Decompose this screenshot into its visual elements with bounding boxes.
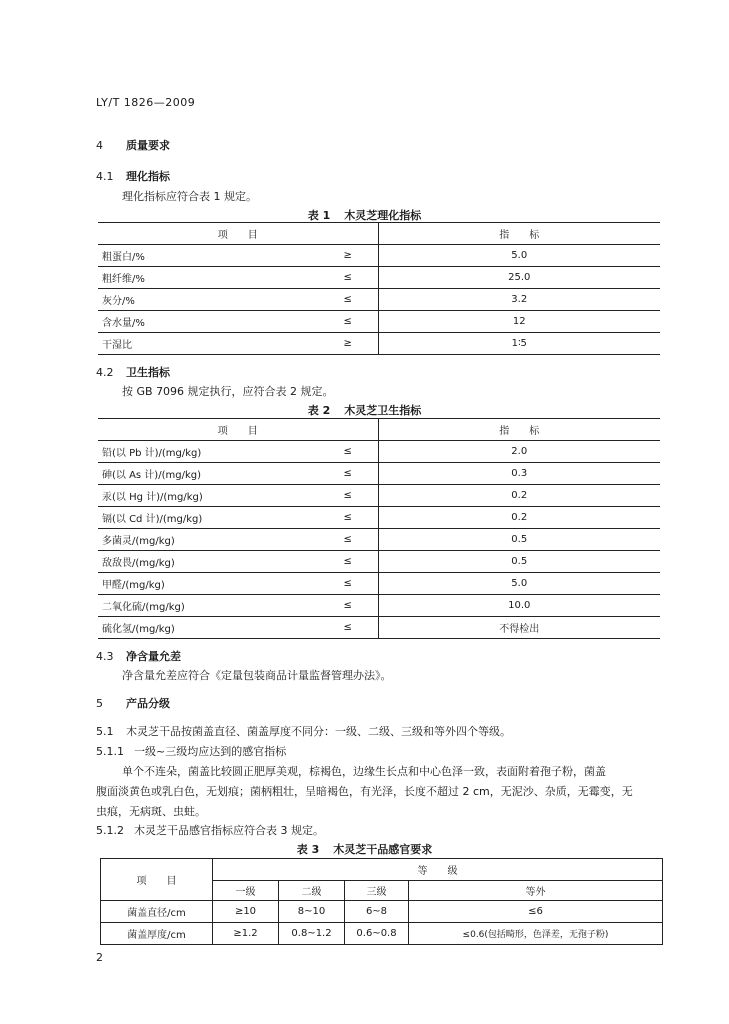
section-number: 5.1.2	[96, 824, 124, 837]
section-number: 4.1	[96, 170, 114, 183]
row-item: 镉(以 Cd 计)/(mg/kg)	[98, 507, 318, 529]
row-item: 粗纤维/%	[98, 267, 318, 289]
row-operator: ≤	[318, 289, 378, 311]
section-5-1-1-line: 单个不连朵，菌盖比较圆正肥厚美观，棕褐色，边缘生长点和中心色泽一致，表面附着孢子粉，菌盖	[122, 765, 606, 778]
table-row	[98, 529, 660, 551]
table-row	[98, 289, 660, 311]
row-value: 5.0	[378, 573, 660, 595]
grade-header: 一级	[213, 881, 279, 901]
section-4-2-text: 按 GB 7096 规定执行，应符合表 2 规定。	[122, 385, 334, 398]
row-operator: ≤	[318, 507, 378, 529]
section-5-heading	[96, 695, 170, 711]
section-number: 5	[96, 697, 103, 710]
row-value: 0.2	[378, 507, 660, 529]
grade-header: 等外	[409, 881, 663, 901]
row-value: 0.6~0.8	[345, 923, 409, 945]
row-value: 0.5	[378, 529, 660, 551]
row-operator: ≤	[318, 267, 378, 289]
section-5-1-1-line: 腹面淡黄色或乳白色，无划痕；菌柄粗壮，呈暗褐色，有光泽，长度不超过 2 cm，无泥沙、杂质，无霉变，无	[96, 785, 633, 798]
row-item: 二氧化硫/(mg/kg)	[98, 595, 318, 617]
grade-header: 二级	[279, 881, 345, 901]
section-4-3-text: 净含量允差应符合《定量包装商品计量监督管理办法》。	[122, 669, 392, 682]
row-operator: ≤	[318, 595, 378, 617]
table-row	[101, 901, 663, 923]
row-item: 菌盖直径/cm	[101, 901, 213, 923]
row-operator: ≤	[318, 573, 378, 595]
section-number: 5.1	[96, 725, 114, 738]
row-operator: ≤	[318, 485, 378, 507]
section-4-1-heading	[96, 168, 170, 184]
column-header-grade: 等 级	[213, 859, 663, 881]
row-item: 敌敌畏/(mg/kg)	[98, 551, 318, 573]
section-5-1-1-line: 虫痕，无病斑、虫蛀。	[96, 805, 206, 818]
table-row	[98, 551, 660, 573]
section-number: 4	[96, 139, 103, 152]
row-value: 0.8~1.2	[279, 923, 345, 945]
section-text: 木灵芝干品感官指标应符合表 3 规定。	[134, 824, 324, 837]
section-title: 净含量允差	[126, 650, 181, 663]
section-title: 产品分级	[126, 697, 170, 710]
table-row	[98, 311, 660, 333]
row-value: 3.2	[378, 289, 660, 311]
row-item: 粗蛋白/%	[98, 245, 318, 267]
row-operator: ≤	[318, 529, 378, 551]
row-item: 甲醛/(mg/kg)	[98, 573, 318, 595]
caption-title: 木灵芝卫生指标	[344, 404, 422, 417]
caption-title: 木灵芝理化指标	[344, 209, 422, 222]
section-4-heading	[96, 137, 170, 153]
row-item: 多菌灵/(mg/kg)	[98, 529, 318, 551]
document-code: LY/T 1826—2009	[96, 96, 196, 109]
row-item: 硫化氢/(mg/kg)	[98, 617, 318, 639]
row-operator: ≤	[318, 551, 378, 573]
table-2	[98, 418, 660, 639]
row-operator: ≤	[318, 441, 378, 463]
table-3	[100, 858, 663, 945]
table-row	[98, 595, 660, 617]
table-row	[98, 245, 660, 267]
row-item: 干湿比	[98, 333, 318, 355]
row-value: 0.5	[378, 551, 660, 573]
column-header-value: 指 标	[378, 223, 660, 245]
row-value: ≤6	[409, 901, 663, 923]
table-3-caption	[0, 841, 729, 857]
section-text: 木灵芝干品按菌盖直径、菌盖厚度不同分：一级、二级、三级和等外四个等级。	[126, 725, 511, 738]
caption-title: 木灵芝干品感官要求	[333, 843, 433, 856]
caption-number: 表 3	[296, 843, 320, 856]
section-title: 一级~三级均应达到的感官指标	[134, 745, 287, 758]
row-operator: ≤	[318, 311, 378, 333]
row-value: ≥1.2	[213, 923, 279, 945]
column-header-item: 项 目	[98, 223, 378, 245]
row-value: 25.0	[378, 267, 660, 289]
section-title: 理化指标	[126, 170, 170, 183]
table-2-caption	[0, 402, 729, 418]
column-header-item: 项 目	[101, 859, 213, 901]
caption-number: 表 1	[307, 209, 331, 222]
section-5-1-2	[96, 822, 324, 838]
section-title: 质量要求	[126, 139, 170, 152]
row-value: 5.0	[378, 245, 660, 267]
table-row	[98, 485, 660, 507]
row-item: 铅(以 Pb 计)/(mg/kg)	[98, 441, 318, 463]
table-row	[98, 573, 660, 595]
row-value: 12	[378, 311, 660, 333]
table-row	[98, 463, 660, 485]
section-number: 4.2	[96, 366, 114, 379]
row-operator: ≥	[318, 245, 378, 267]
row-operator: ≤	[318, 617, 378, 639]
table-row	[98, 507, 660, 529]
table-header-row	[98, 419, 660, 441]
row-operator: ≤	[318, 463, 378, 485]
row-item: 灰分/%	[98, 289, 318, 311]
section-title: 卫生指标	[126, 366, 170, 379]
section-4-1-text: 理化指标应符合表 1 规定。	[122, 190, 257, 203]
caption-number: 表 2	[307, 404, 331, 417]
row-value: ≥10	[213, 901, 279, 923]
row-item: 含水量/%	[98, 311, 318, 333]
page-number: 2	[96, 951, 103, 964]
grade-header: 三级	[345, 881, 409, 901]
row-operator: ≥	[318, 333, 378, 355]
row-item: 菌盖厚度/cm	[101, 923, 213, 945]
column-header-item: 项 目	[98, 419, 378, 441]
table-row	[98, 441, 660, 463]
table-row	[98, 617, 660, 639]
row-value: 2.0	[378, 441, 660, 463]
column-header-value: 指 标	[378, 419, 660, 441]
section-4-3-heading	[96, 648, 181, 664]
row-value: 0.2	[378, 485, 660, 507]
section-4-2-heading	[96, 364, 170, 380]
section-5-1-1	[96, 743, 286, 759]
section-5-1	[96, 723, 511, 739]
row-value: 6~8	[345, 901, 409, 923]
row-item: 汞(以 Hg 计)/(mg/kg)	[98, 485, 318, 507]
section-number: 5.1.1	[96, 745, 124, 758]
table-row	[98, 267, 660, 289]
row-value: 不得检出	[378, 617, 660, 639]
row-value: ≤0.6(包括畸形，色泽差，无孢子粉)	[409, 923, 663, 945]
row-value: 10.0	[378, 595, 660, 617]
row-value: 1∶5	[378, 333, 660, 355]
table-row	[98, 333, 660, 355]
table-header-row	[98, 223, 660, 245]
row-value: 8~10	[279, 901, 345, 923]
row-item: 砷(以 As 计)/(mg/kg)	[98, 463, 318, 485]
table-header-row	[101, 859, 663, 881]
row-value: 0.3	[378, 463, 660, 485]
table-1	[98, 222, 660, 355]
table-1-caption	[0, 207, 729, 223]
section-number: 4.3	[96, 650, 114, 663]
table-row	[101, 923, 663, 945]
